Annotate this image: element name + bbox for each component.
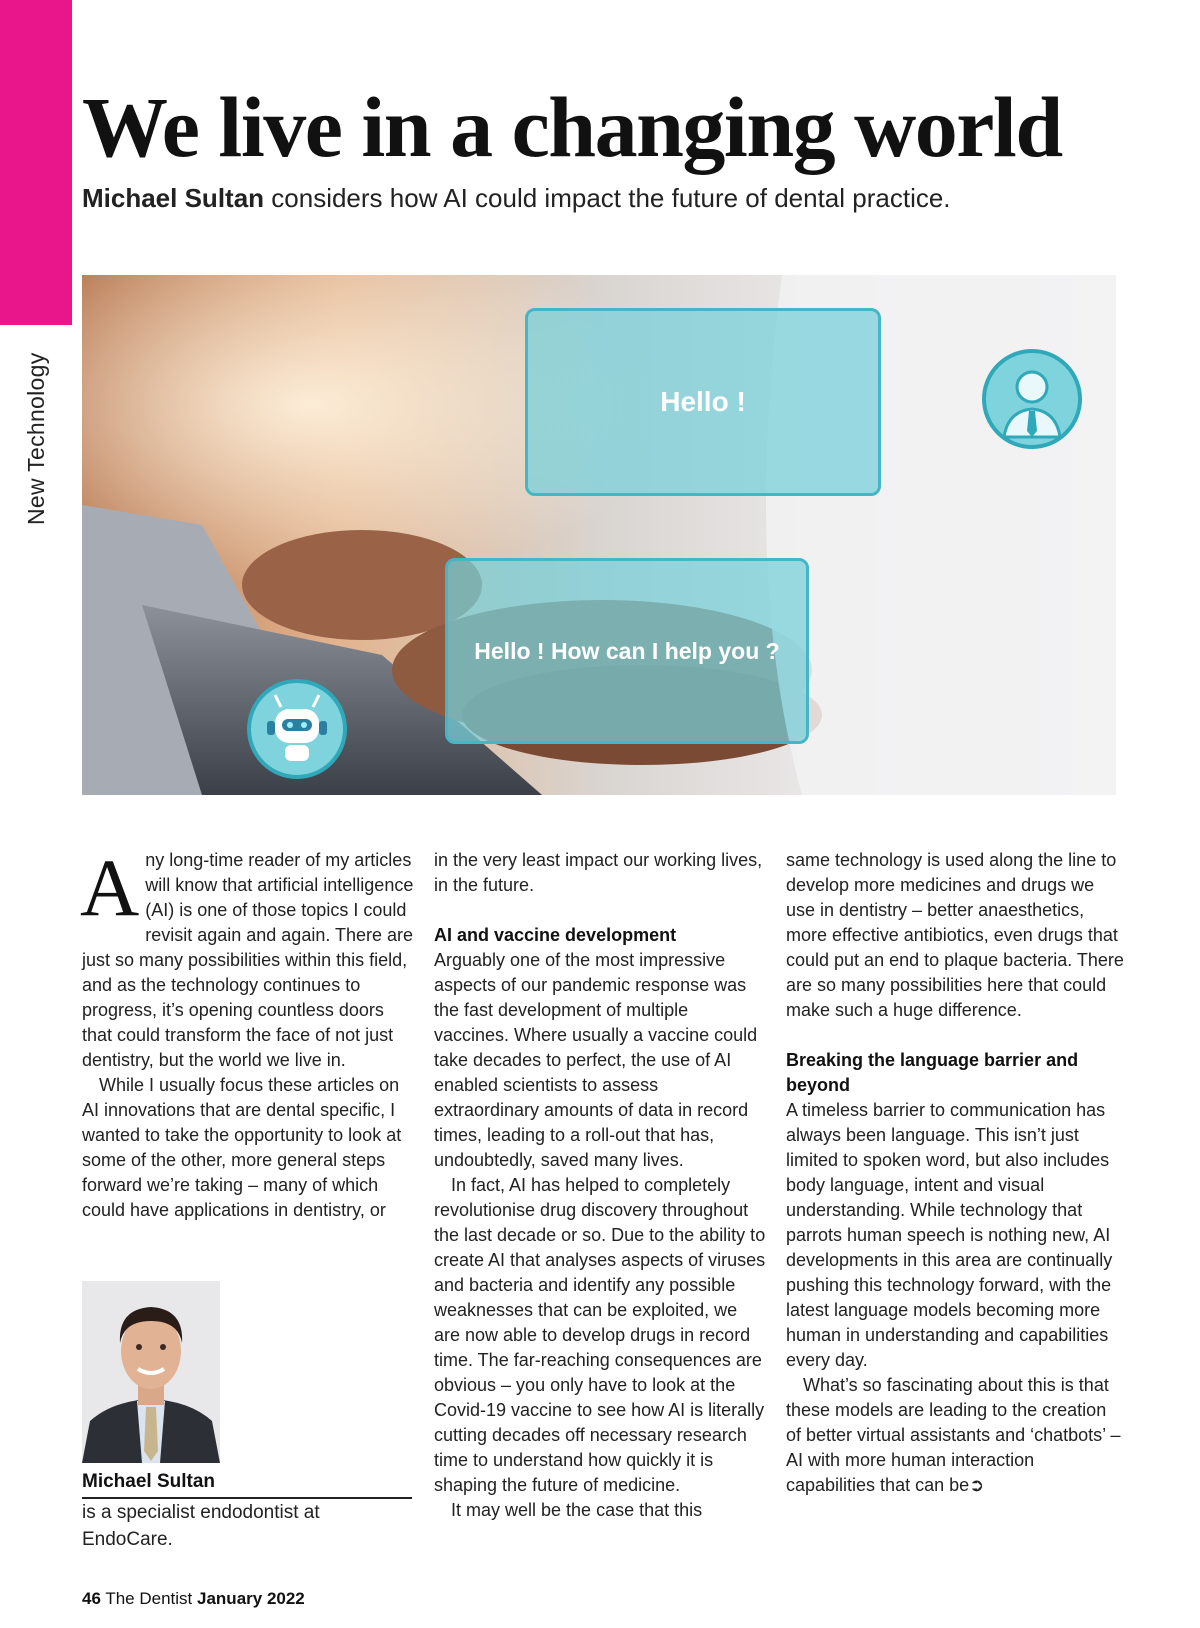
article-paragraph: In fact, AI has helped to completely revolutionise drug discovery throughout the last decade or so. Due to the ability to create AI that analyses aspects of viruses and bacteria and identify any possible weaknesses that can be exploited, we are now able to develop drugs in record time. The far-reaching consequences are obvious – you only have to look at the Covid-19 vaccine to see how AI is literally cutting decades off necessary research time to understand how quickly it is shaping the future of medicine.	[434, 1175, 766, 1495]
paragraph-text: ny long-time reader of my articles will know that artificial intelligence (AI) is one of those topics I could revisit again and again. There are just so many possibilities within this field, and as the technology continues to progress, it’s opening countless doors that could transform the face of not just dentistry, but the world we live in.	[82, 850, 414, 1070]
continue-arrow-icon: ➲	[969, 1475, 985, 1495]
article-paragraph: A timeless barrier to communication has always been language. This isn’t just limited to spoken word, but also includes body language, intent and visual understanding. While technology that parrots human speech is nothing new, AI developments in this area are continually pushing this technology forward, with the latest language models becoming more human in understanding and capabilities every day.	[786, 1100, 1113, 1370]
standfirst-author: Michael Sultan	[82, 183, 265, 213]
article-paragraph: While I usually focus these articles on AI innovations that are dental specific, I wanted to take the opportunity to look at some of the other, more general steps forward we’re taking – many of which could have applications in dentistry, or	[82, 1075, 402, 1220]
subheading-language: Breaking the language barrier and beyond	[786, 1050, 1079, 1095]
article-column-1	[80, 842, 414, 1223]
headline: We live in a changing world	[82, 79, 1062, 175]
section-color-bar	[0, 0, 72, 325]
robot-avatar-icon	[245, 677, 349, 781]
article-paragraph: Arguably one of the most impressive aspects of our pandemic response was the fast development of multiple vaccines. Where usually a vaccine could take decades to perfect, the use of AI enabled scientists to assess extraordinary amounts of data in record times, leading to a roll-out that has, undoubtedly, saved many lives.	[434, 950, 758, 1170]
hero-image	[82, 275, 1116, 795]
chat-bubble-bot: Hello ! How can I help you ?	[445, 558, 809, 744]
standfirst-text: considers how AI could impact the future of dental practice.	[264, 183, 951, 213]
author-bio: is a specialist endodontist at EndoCare.	[82, 1502, 320, 1550]
standfirst	[82, 183, 951, 214]
article-paragraph: same technology is used along the line to develop more medicines and drugs we use in dentistry – better anaesthetics, more effective antibiotics, even drugs that could put an end to plaque bacteria. There are so many possibilities here that could make such a huge difference.	[786, 850, 1124, 1020]
article-column-3	[786, 848, 1124, 1498]
subheading-vaccine: AI and vaccine development	[434, 925, 677, 945]
author-photo	[82, 1281, 220, 1463]
page-number: 46	[82, 1589, 101, 1608]
page-footer	[82, 1589, 305, 1609]
article-paragraph: It may well be the case that this	[451, 1500, 703, 1520]
article-paragraph: in the very least impact our working lives, in the future.	[434, 850, 763, 895]
chat-bubble-user: Hello !	[525, 308, 881, 496]
publication-name: The Dentist	[105, 1589, 193, 1608]
section-label: New Technology	[23, 352, 49, 525]
article-column-2	[434, 848, 766, 1523]
person-avatar-icon	[980, 347, 1084, 451]
drop-cap: A	[80, 842, 140, 933]
article-paragraph	[786, 1373, 1124, 1498]
paragraph-text: What’s so fascinating about this is that these models are leading to the creation of better virtual assistants and ‘chatbots’ – AI with more human interaction capabilities that can be	[786, 1375, 1121, 1495]
author-name: Michael Sultan	[82, 1469, 412, 1499]
article-paragraph	[80, 842, 414, 1073]
issue-date: January 2022	[197, 1589, 305, 1608]
